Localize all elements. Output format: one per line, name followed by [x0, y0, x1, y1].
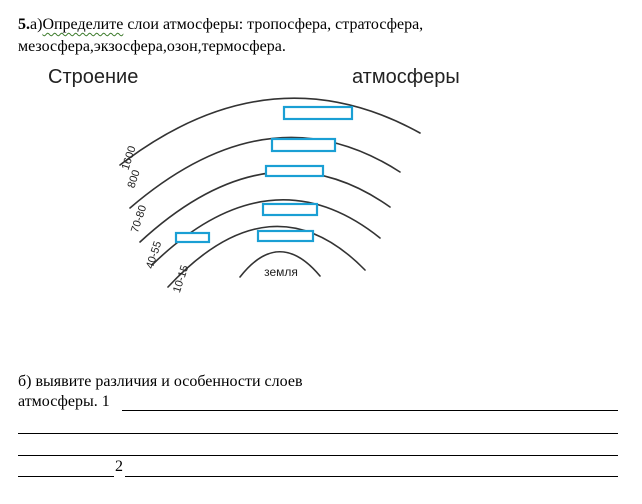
answer-line-4b[interactable]	[125, 476, 618, 477]
altitude-label-70-80: 70-80	[129, 203, 150, 235]
altitude-label-1600: 1600	[119, 144, 139, 172]
answer-box-4	[263, 204, 317, 215]
layer-arc-1	[120, 98, 420, 165]
answer-line-1[interactable]	[122, 410, 618, 411]
answer-box-1	[284, 107, 352, 119]
answer-box-3	[266, 166, 323, 176]
task-b-line-1: б) выявите различия и особенности слоев	[18, 373, 303, 390]
answer-number-2: 2	[115, 458, 123, 475]
answer-box-5	[176, 233, 209, 242]
answer-line-4a[interactable]	[18, 476, 114, 477]
spellcheck-word: Определите	[42, 16, 124, 33]
answer-line-3[interactable]	[18, 455, 618, 456]
task-number: 5.	[18, 16, 30, 33]
task-b-line-2: атмосферы. 1	[18, 393, 110, 410]
earth-label: земля	[264, 265, 298, 279]
figure-title-right: атмосферы	[352, 66, 460, 88]
task-b-text	[18, 372, 628, 412]
task-part-label: а)	[30, 16, 43, 33]
altitude-label-40-55: 40-55	[144, 239, 165, 271]
altitude-label-800: 800	[125, 168, 143, 190]
figure-title-left: Строение	[48, 66, 139, 88]
answer-line-2[interactable]	[18, 433, 618, 434]
answer-box-6	[258, 231, 313, 241]
answer-box-2	[272, 139, 335, 151]
task-a-rest: слои атмосферы: тропосфера, стратосфера,	[123, 16, 424, 33]
task-a-line-2: мезосфера,экзосфера,озон,термосфера.	[18, 38, 286, 55]
altitude-label-10-15: 10-15	[171, 263, 192, 295]
